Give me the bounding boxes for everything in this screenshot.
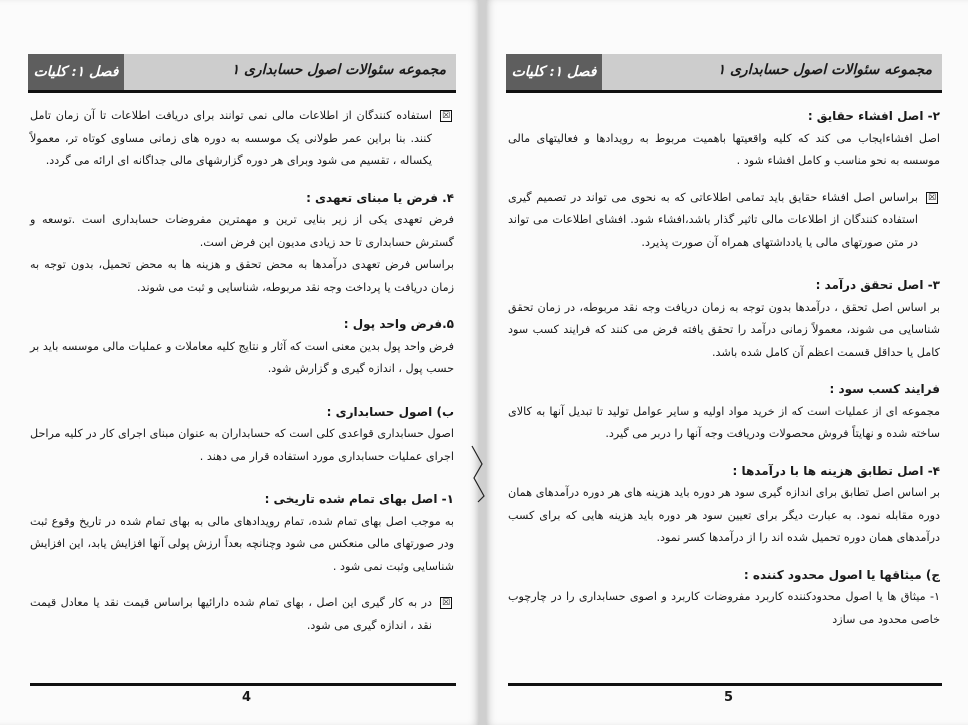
- right-page: [486, 0, 968, 725]
- paragraph-constraints: ۱- میثاق ها یا اصول محدودکننده کاربرد مفروضات کاربرد و اصوی حسابداری را در چارچوب خاصی محدود می سازد: [508, 590, 940, 626]
- paragraph-matching: بر اساس اصل تطابق برای اندازه گیری سود هر دوره باید هزینه های هر دوره درآمدهای همان دوره مقابله نمود. به عبارت دیگر برای تعیین سود هر دوره باید هزینه هایی که برای کسب درآمدهای همان دوره تحمیل شده اند را از درآمدها کسر نمود.: [508, 486, 940, 544]
- right-page-body: [508, 96, 940, 631]
- page-number-right: 5: [724, 690, 734, 705]
- heading-revenue-realization: ۳- اصل تحقق درآمد :: [815, 278, 940, 292]
- right-page-header: [506, 54, 942, 93]
- note-full-disclosure: [508, 187, 940, 255]
- paragraph-full-disclosure: اصل افشاءایجاب می کند که کلیه واقعیتها باهمیت مربوط به رویدادها و فعالیتهای مالی موسسه به نحو مناسب و کامل افشاء شود .: [508, 131, 940, 167]
- heading-matching: ۴- اصل تطابق هزینه ها با درآمدها :: [732, 463, 940, 478]
- paragraph-accounting-principles: اصول حسابداری قواعدی کلی است که حسابداران به عنوان مبنای اجرای کار در کلیه مراحل اجرای عملیات حسابداری مورد استفاده قرار می دهند .: [30, 427, 454, 463]
- pen-mark-icon: [468, 444, 488, 504]
- left-footer-rule: [30, 683, 456, 686]
- heading-accounting-principles: ب) اصول حسابداری :: [326, 404, 454, 419]
- page-number-left: 4: [242, 690, 252, 705]
- heading-full-disclosure: ۲- اصل افشاء حقایق :: [807, 109, 940, 123]
- heading-constraints: ج) میثاقها یا اصول محدود کننده :: [743, 567, 940, 582]
- note-periodicity: [30, 105, 454, 173]
- paragraph-historical-cost: به موجب اصل بهای تمام شده، تمام رویدادهای مالی به بهای تمام شده در تاریخ وقوع ثبت ودر صورتهای مالی منعکس می شود وچنانچه بعداً ارزش پولی آنها افزایش یابد، این افزایش شناسایی وثبت نمی شود .: [30, 514, 454, 573]
- paragraph-accrual-2: براساس فرض تعهدی درآمدها به محض تحقق و هزینه ها به محض تحمیل، بدون توجه به زمان دریافت یا پرداخت وجه نقد مربوطه، شناسایی و ثبت می شوند.: [30, 258, 454, 294]
- note-historical-cost-text: در به کار گیری این اصل ، بهای تمام شده دارائیها براساس قیمت نقد یا معادل قیمت نقد ، اندازه گیری می شود.: [30, 596, 432, 632]
- left-page-body: [30, 96, 454, 637]
- heading-accrual: ۴. فرض یا مبنای تعهدی :: [306, 190, 454, 205]
- book-title: مجموعه سئوالات اصول حسابداری ۱: [231, 62, 446, 78]
- checkbox-icon: ☒: [927, 192, 937, 203]
- checkbox-icon: ☒: [441, 598, 451, 608]
- paragraph-earning-process: مجموعه ای از عملیات است که از خرید مواد اولیه و سایر عوامل تولید تا تبدیل آنها به کالای ساخته شده و نهایتاً فروش محصولات ودریافت وجه آنها را دربر می گیرد.: [508, 404, 940, 440]
- heading-earning-process: فرایند کسب سود :: [829, 382, 940, 396]
- heading-monetary-unit: ۵.فرض واحد پول :: [343, 317, 454, 331]
- chapter-label: فصل ۱: کلیات: [28, 54, 124, 90]
- book-gutter: [479, 0, 486, 725]
- paragraph-accrual-1: فرض تعهدی یکی از زیر بنایی ترین و مهمترین مفروضات حسابداری است .توسعه و گسترش حسابداری تا حد زیادی مدیون این فرض است.: [30, 213, 454, 249]
- left-page-header: [28, 54, 456, 93]
- note-periodicity-text: استفاده کنندگان از اطلاعات مالی نمی توانند برای دریافت اطلاعات تا آن زمان تامل کنند. بنا براین عمر طولانی یک موسسه به دوره های زمانی مساوی کوتاه تر، معمولاً یکساله ، تقسیم می شود وبرای هر دوره گزارشهای مالی جداگانه ای ارائه می گردد.: [30, 109, 432, 167]
- left-page: [0, 0, 479, 725]
- heading-historical-cost: ۱- اصل بهای تمام شده تاریخی :: [264, 492, 454, 506]
- chapter-label: فصل ۱: کلیات: [506, 54, 602, 90]
- book-title: مجموعه سئوالات اصول حسابداری ۱: [717, 62, 932, 78]
- checkbox-icon: ☒: [441, 111, 451, 121]
- note-historical-cost: [30, 592, 454, 637]
- paragraph-monetary-unit: فرض واحد پول بدین معنی است که آثار و نتایج کلیه معاملات و عملیات مالی موسسه باید بر حسب پول ، اندازه گیری و گزارش شود.: [29, 339, 454, 375]
- paragraph-revenue-realization: بر اساس اصل تحقق ، درآمدها بدون توجه به زمان دریافت وجه نقد مربوطه، در زمان تحقق شناسایی می شوند، معمولاً زمانی درآمد را تحقق یافته فرض می کنند که فرایند کسب سود کامل یا حداقل قسمت اعظم آن کامل شده باشد.: [508, 300, 940, 359]
- note-full-disclosure-text: براساس اصل افشاء حقایق باید تمامی اطلاعاتی که به نحوی می تواند در تصمیم گیری استفاده کنندگان از اطلاعات مالی تاثیر گذار باشد،افشاء شود. افشای اطلاعات می تواند در متن صورتهای مالی یا یادداشتهای همراه آن صورت پذیرد.: [508, 190, 918, 249]
- right-footer-rule: [508, 683, 942, 686]
